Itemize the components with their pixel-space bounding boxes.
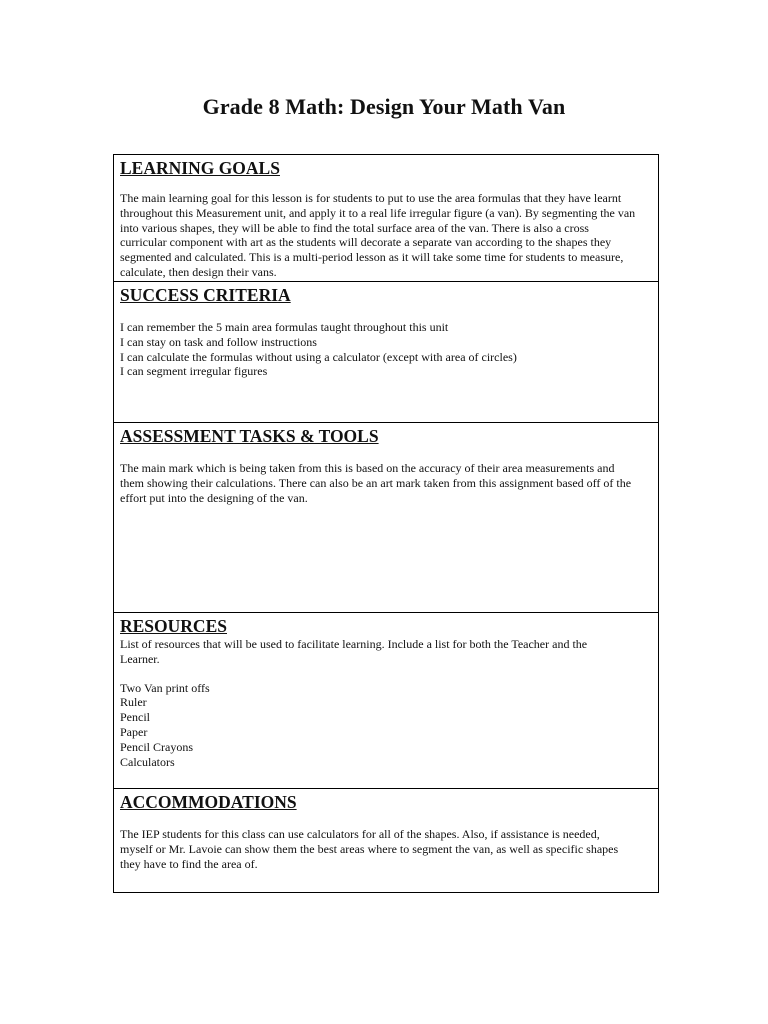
list-item: I can remember the 5 main area formulas taught throughout this unit [120, 320, 449, 334]
list-item: I can stay on task and follow instructions [120, 334, 317, 349]
assessment-heading: ASSESSMENT TASKS & TOOLS [120, 426, 379, 446]
learning-goals-line: calculate, then design their vans. [120, 264, 277, 279]
learning-goals-section [114, 155, 658, 282]
accommodations-line: myself or Mr. Lavoie can show them the best areas where to segment the van, as well as specific shapes [120, 841, 619, 856]
list-item: Calculators [120, 754, 175, 769]
resources-intro-line: List of resources that will be used to facilitate learning. Include a list for both the Teacher and the [120, 637, 588, 651]
resources-intro-line: Learner. [120, 651, 160, 666]
learning-goals-line: The main learning goal for this lesson is for students to put to use the area formulas that they have learnt [120, 191, 622, 205]
resources-section [114, 613, 658, 789]
accommodations-text [120, 827, 652, 871]
assessment-section [114, 423, 658, 613]
accommodations-line: The IEP students for this class can use calculators for all of the shapes. Also, if assistance is needed, [120, 827, 600, 841]
list-item: Ruler [120, 695, 147, 710]
list-item: Paper [120, 724, 148, 739]
assessment-line: effort put into the designing of the van. [120, 490, 308, 505]
learning-goals-line: throughout this Measurement unit, and apply it to a real life irregular figure (a van). By segmenting the van [120, 205, 636, 220]
list-item: Two Van print offs [120, 680, 210, 695]
list-item: I can calculate the formulas without using a calculator (except with area of circles) [120, 349, 517, 364]
success-criteria-list [120, 320, 652, 379]
success-criteria-heading: SUCCESS CRITERIA [120, 285, 291, 305]
learning-goals-line: into various shapes, they will be able to find the total surface area of the van. There is also a cross [120, 220, 589, 235]
list-item: Pencil Crayons [120, 739, 193, 754]
document-title: Grade 8 Math: Design Your Math Van [202, 94, 566, 119]
success-criteria-section [114, 282, 658, 423]
learning-goals-line: curricular component with art as the students will decorate a separate van according to the shapes they [120, 235, 612, 250]
accommodations-section [114, 789, 658, 893]
learning-goals-text [120, 191, 652, 280]
assessment-text [120, 461, 652, 505]
accommodations-heading: ACCOMMODATIONS [120, 792, 297, 812]
assessment-line: The main mark which is being taken from this is based on the accuracy of their area measurements and [120, 461, 615, 475]
lesson-plan-table [113, 154, 659, 893]
list-item: Pencil [120, 710, 150, 725]
learning-goals-heading: LEARNING GOALS [120, 158, 280, 178]
list-item: I can segment irregular figures [120, 364, 268, 379]
resources-heading: RESOURCES [120, 616, 227, 636]
resources-intro [120, 637, 652, 667]
learning-goals-line: segmented and calculated. This is a multi-period lesson as it will take some time for students to measure, [120, 250, 624, 265]
resources-list [120, 681, 652, 770]
accommodations-line: they have to find the area of. [120, 856, 258, 871]
assessment-line: them showing their calculations. There can also be an art mark taken from this assignment based off of the [120, 475, 632, 490]
